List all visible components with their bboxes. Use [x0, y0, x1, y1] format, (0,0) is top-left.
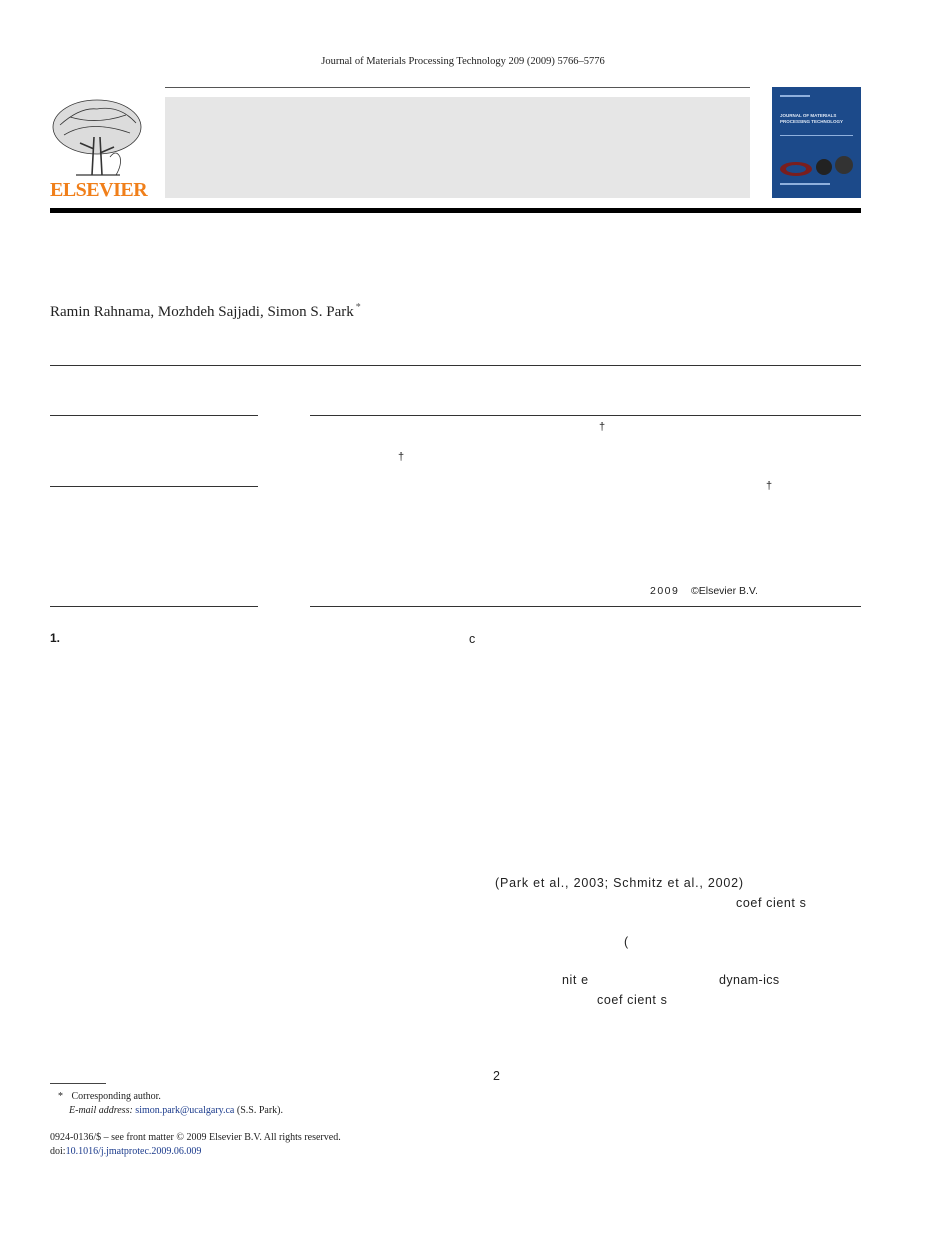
body-fragment: 2: [493, 1069, 500, 1083]
issn-line: 0924-0136/$ – see front matter © 2009 Elsevier B.V. All rights reserved.: [50, 1132, 341, 1143]
author-rule: [50, 365, 861, 366]
body-fragment: dynam-ics: [719, 973, 780, 987]
copyright-holder: ©Elsevier B.V.: [691, 585, 758, 597]
abstract-dagger-1: †: [599, 421, 606, 433]
abstract-dagger-2: †: [398, 451, 405, 463]
abstract-rule-top: [310, 415, 861, 416]
doi-link[interactable]: 10.1016/j.jmatprotec.2009.06.009: [65, 1146, 202, 1157]
body-fragment: nit e: [562, 973, 589, 987]
corresponding-mark: *: [355, 302, 361, 313]
article-info-rule-bottom: [50, 606, 258, 607]
article-info-rule-mid: [50, 486, 258, 487]
tree-icon: [50, 97, 145, 179]
copyright-year: 2009: [650, 585, 680, 597]
footnote: [58, 1091, 161, 1102]
doi-label: doi:: [50, 1146, 66, 1157]
body-fragment: coef cient s: [736, 896, 807, 910]
body-fragment: coef cient s: [597, 993, 668, 1007]
header-rule: [165, 87, 750, 88]
body-fragment: (: [624, 935, 629, 949]
footnote-marker: *: [58, 1091, 63, 1102]
author-list: [50, 302, 361, 321]
abstract-rule-bottom: [310, 606, 861, 607]
email-link[interactable]: simon.park@ucalgary.ca: [135, 1105, 235, 1116]
article-info-rule-top: [50, 415, 258, 416]
doi-line: [50, 1146, 201, 1157]
email-suffix: (S.S. Park).: [236, 1105, 283, 1116]
elsevier-wordmark: ELSEVIER: [50, 179, 148, 201]
body-fragment: c: [469, 632, 476, 646]
journal-banner: [165, 97, 750, 198]
masthead-rule: [50, 208, 861, 213]
section-number: 1.: [50, 631, 61, 645]
footnote-rule: [50, 1083, 106, 1084]
citation-fragment: (Park et al., 2003; Schmitz et al., 2002): [495, 876, 744, 890]
email-label: E-mail address:: [69, 1105, 133, 1116]
cover-title: JOURNAL OF MATERIALS PROCESSING TECHNOLOGY: [780, 113, 844, 124]
author-names: Ramin Rahnama, Mozhdeh Sajjadi, Simon S. Park: [50, 304, 354, 320]
elsevier-logo: [50, 97, 148, 201]
footnote-email-line: [69, 1105, 283, 1116]
cover-artwork: [772, 87, 861, 198]
journal-cover-thumbnail: [772, 87, 861, 198]
abstract-dagger-3: †: [766, 480, 773, 492]
footnote-corresponding: Corresponding author.: [71, 1091, 161, 1102]
journal-citation: Journal of Materials Processing Technology 209 (2009) 5766–5776: [321, 56, 605, 67]
